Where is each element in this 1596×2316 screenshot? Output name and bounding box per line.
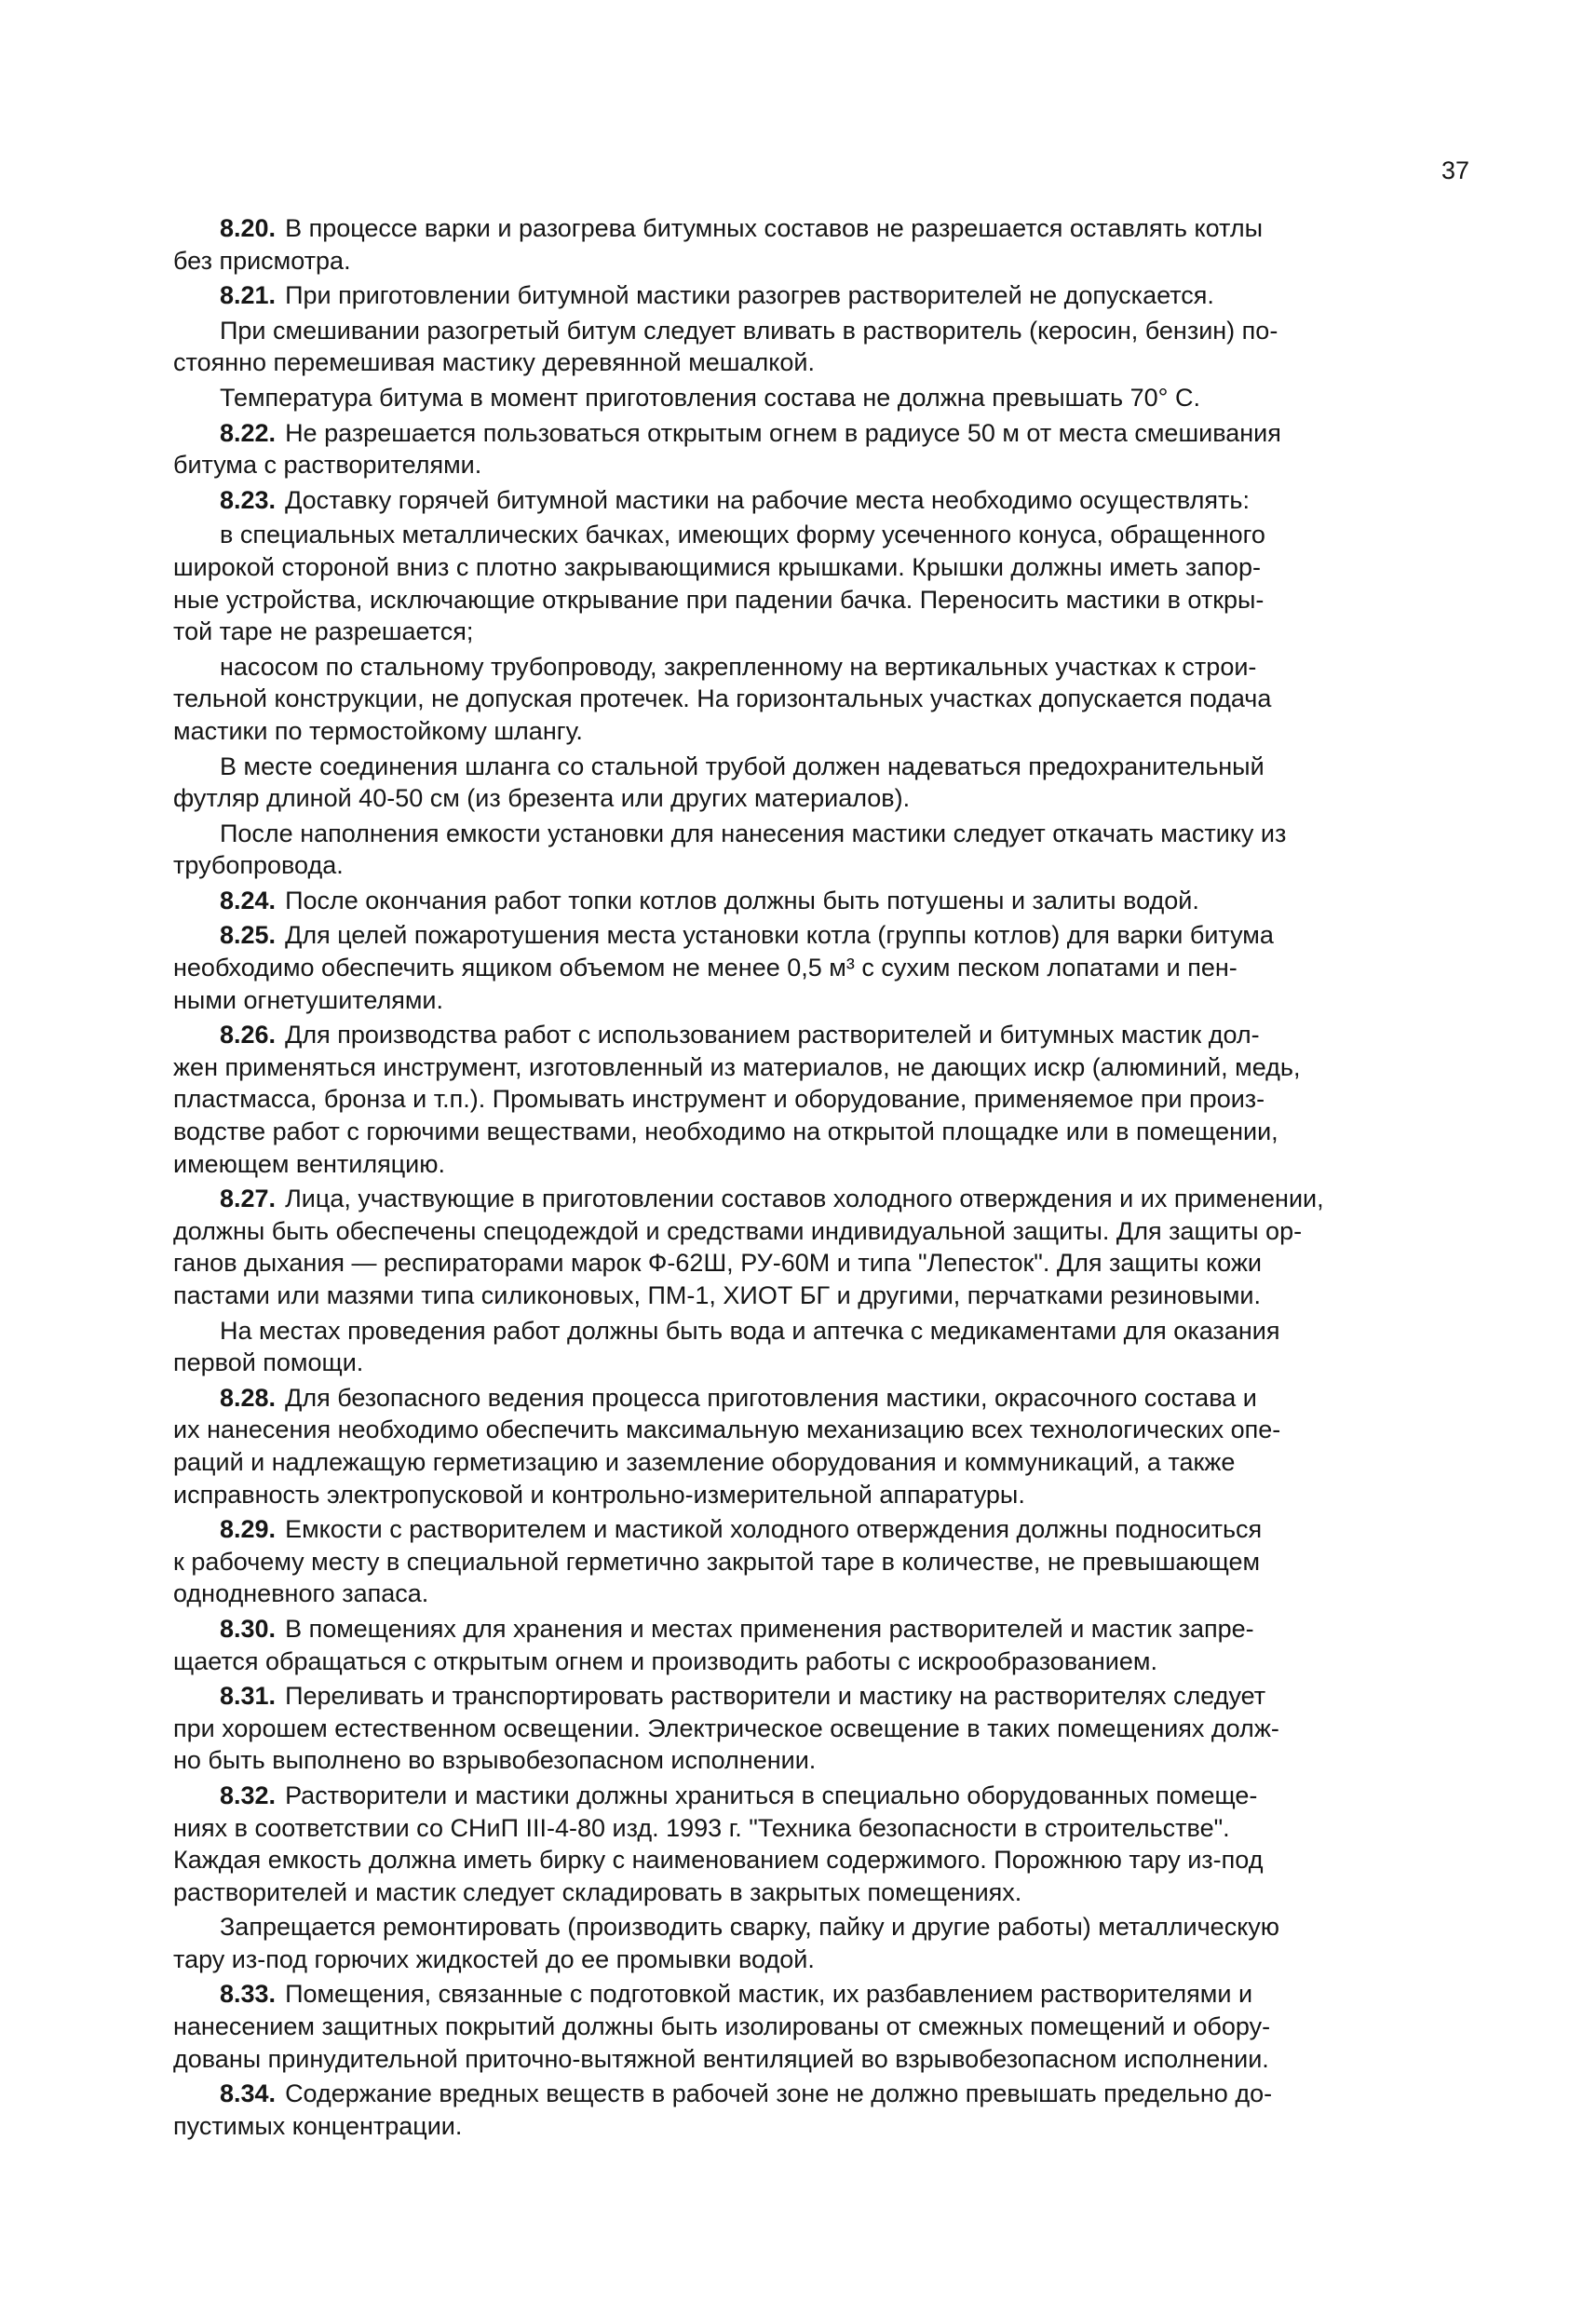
paragraph	[173, 751, 1469, 815]
line-text: В помещениях для хранения и местах применения растворителей и мастик запре-	[285, 1614, 1254, 1643]
text-line	[173, 1382, 1469, 1415]
text-line	[173, 279, 1469, 312]
line-text: при хорошем естественном освещении. Электрическое освещение в таких помещениях долж-	[173, 1713, 1279, 1742]
paragraph	[173, 818, 1469, 882]
line-text: без присмотра.	[173, 246, 351, 275]
text-line	[173, 2043, 1469, 2076]
section-number: 8.34.	[220, 2079, 277, 2108]
numbered-paragraph	[173, 2078, 1469, 2142]
numbered-paragraph	[173, 885, 1469, 917]
section-number: 8.33.	[220, 1980, 277, 2009]
text-line	[173, 1019, 1469, 1051]
text-line	[173, 952, 1469, 984]
line-text: водстве работ с горючими веществами, необходимо на открытой площадке или в помещении,	[173, 1117, 1278, 1146]
line-text: нанесением защитных покрытий должны быть изолированы от смежных помещений и обору-	[173, 2012, 1271, 2041]
text-line	[173, 651, 1469, 684]
text-line	[173, 245, 1469, 278]
line-text: ниях в соответствии со СНиП III-4-80 изд. 1993 г. "Техника безопасности в строительстве".	[173, 1813, 1230, 1842]
text-line	[173, 919, 1469, 952]
numbered-paragraph	[173, 1513, 1469, 1610]
text-line	[173, 616, 1469, 648]
line-text: но быть выполнено во взрывобезопасном исполнении.	[173, 1746, 817, 1775]
text-line	[173, 1247, 1469, 1280]
line-text: Для целей пожаротушения места установки котла (группы котлов) для варки битума	[285, 921, 1274, 950]
text-line	[173, 417, 1469, 450]
text-line	[173, 715, 1469, 748]
section-number: 8.22.	[220, 418, 277, 447]
numbered-paragraph	[173, 1382, 1469, 1510]
section-number: 8.25.	[220, 921, 277, 950]
line-text: мастики по термостойкому шлангу.	[173, 716, 583, 745]
line-text: битума с растворителями.	[173, 451, 482, 480]
line-text: щается обращаться с открытым огнем и производить работы с искрообразованием.	[173, 1646, 1157, 1675]
text-line	[173, 2011, 1469, 2043]
text-line	[173, 1944, 1469, 1976]
numbered-paragraph	[173, 1780, 1469, 1908]
text-line	[173, 1051, 1469, 1084]
text-line	[173, 1148, 1469, 1181]
paragraph	[173, 382, 1469, 414]
numbered-paragraph	[173, 1978, 1469, 2075]
line-text: тару из-под горючих жидкостей до ее промывки водой.	[173, 1944, 815, 1973]
line-text: На местах проведения работ должны быть вода и аптечка с медикаментами для оказания	[220, 1316, 1280, 1345]
line-text: Переливать и транспортировать растворители и мастику на растворителях следует	[285, 1682, 1266, 1711]
line-text: широкой стороной вниз с плотно закрывающимися крышками. Крышки должны иметь запор-	[173, 552, 1261, 581]
line-text: дованы принудительной приточно-вытяжной вентиляцией во взрывобезопасном исполнении.	[173, 2044, 1269, 2073]
text-line	[173, 2078, 1469, 2110]
line-text: пластмасса, бронза и т.п.). Промывать инструмент и оборудование, применяемое при произ-	[173, 1085, 1265, 1114]
line-text: в специальных металлических бачках, имеющих форму усеченного конуса, обращенного	[220, 521, 1265, 549]
text-line	[173, 1680, 1469, 1713]
text-line	[173, 818, 1469, 850]
text-line	[173, 1315, 1469, 1348]
text-line	[173, 1280, 1469, 1312]
line-text: ные устройства, исключающие открывание при падении бачка. Переносить мастики в откры-	[173, 585, 1265, 614]
section-number: 8.29.	[220, 1515, 277, 1544]
numbered-paragraph	[173, 212, 1469, 277]
text-line	[173, 449, 1469, 481]
line-text: Помещения, связанные с подготовкой мастик, их разбавлением растворителями и	[285, 1980, 1253, 2009]
line-text: однодневного запаса.	[173, 1579, 429, 1608]
text-line	[173, 1646, 1469, 1678]
line-text: имеющем вентиляцию.	[173, 1149, 445, 1178]
section-number: 8.20.	[220, 214, 277, 242]
text-line	[173, 1414, 1469, 1446]
line-text: должны быть обеспечены спецодеждой и средствами индивидуальной защиты. Для защиты ор-	[173, 1216, 1303, 1245]
line-text: Для безопасного ведения процесса приготовления мастики, окрасочного состава и	[285, 1383, 1257, 1412]
text-line	[173, 1978, 1469, 2011]
line-text: пастами или мазями типа силиконовых, ПМ-1, ХИОТ БГ и другими, перчатками резиновыми.	[173, 1281, 1262, 1309]
text-line	[173, 584, 1469, 616]
line-text: Для производства работ с использованием растворителей и битумных мастик дол-	[285, 1021, 1260, 1050]
line-text: В процессе варки и разогрева битумных составов не разрешается оставлять котлы	[285, 214, 1263, 242]
line-text: стоянно перемешивая мастику деревянной мешалкой.	[173, 348, 815, 377]
section-number: 8.27.	[220, 1185, 277, 1213]
section-number: 8.26.	[220, 1021, 277, 1050]
line-text: Растворители и мастики должны храниться в специально оборудованных помеще-	[285, 1781, 1258, 1809]
text-line	[173, 1446, 1469, 1479]
text-line	[173, 683, 1469, 715]
text-line	[173, 484, 1469, 517]
text-line	[173, 1546, 1469, 1578]
section-number: 8.28.	[220, 1383, 277, 1412]
paragraph	[173, 651, 1469, 748]
document-body	[173, 212, 1469, 2145]
text-line	[173, 1479, 1469, 1511]
text-line	[173, 1183, 1469, 1215]
text-line	[173, 1347, 1469, 1379]
numbered-paragraph	[173, 484, 1469, 517]
line-text: В месте соединения шланга со стальной трубой должен надеваться предохранительный	[220, 752, 1265, 780]
section-number: 8.24.	[220, 886, 277, 914]
line-text: их нанесения необходимо обеспечить максимальную механизацию всех технологических опе-	[173, 1415, 1281, 1444]
text-line	[173, 1744, 1469, 1777]
text-line	[173, 1876, 1469, 1909]
text-line	[173, 212, 1469, 245]
numbered-paragraph	[173, 1183, 1469, 1311]
numbered-paragraph	[173, 1019, 1469, 1180]
text-line	[173, 1780, 1469, 1812]
line-text: растворителей и мастик следует складировать в закрытых помещениях.	[173, 1877, 1022, 1906]
text-line	[173, 346, 1469, 379]
line-text: жен применяться инструмент, изготовленный из материалов, не дающих искр (алюминий, медь,	[173, 1052, 1301, 1081]
text-line	[173, 1215, 1469, 1248]
line-text: Запрещается ремонтировать (производить сварку, пайку и другие работы) металлическую	[220, 1913, 1280, 1942]
text-line	[173, 1812, 1469, 1845]
numbered-paragraph	[173, 417, 1469, 481]
line-text: Доставку горячей битумной мастики на рабочие места необходимо осуществлять:	[285, 485, 1250, 514]
line-text: При приготовлении битумной мастики разогрев растворителей не допускается.	[285, 281, 1214, 310]
text-line	[173, 849, 1469, 882]
line-text: Не разрешается пользоваться открытым огнем в радиусе 50 м от места смешивания	[285, 418, 1281, 447]
section-number: 8.21.	[220, 281, 277, 310]
line-text: При смешивании разогретый битум следует вливать в растворитель (керосин, бензин) по-	[220, 316, 1278, 345]
text-line	[173, 2110, 1469, 2143]
text-line	[173, 382, 1469, 414]
numbered-paragraph	[173, 279, 1469, 312]
line-text: к рабочему месту в специальной герметично закрытой таре в количестве, не превышающем	[173, 1547, 1261, 1576]
line-text: насосом по стальному трубопроводу, закрепленному на вертикальных участках к строи-	[220, 652, 1257, 681]
text-line	[173, 984, 1469, 1017]
line-text: ганов дыхания — респираторами марок Ф-62Ш, РУ-60М и типа "Лепесток". Для защиты кожи	[173, 1249, 1262, 1278]
line-text: После наполнения емкости установки для нанесения мастики следует откачать мастику из	[220, 819, 1287, 847]
line-text: исправность электропусковой и контрольно-измерительной аппаратуры.	[173, 1480, 1025, 1509]
line-text: пустимых концентрации.	[173, 2111, 463, 2140]
page-number: 37	[1440, 156, 1469, 184]
text-line	[173, 519, 1469, 551]
numbered-paragraph	[173, 1613, 1469, 1677]
line-text: тельной конструкции, не допуская протечек. На горизонтальных участках допускается подача	[173, 684, 1272, 713]
line-text: Температура битума в момент приготовления состава не должна превышать 70° С.	[220, 383, 1200, 412]
text-line	[173, 751, 1469, 783]
line-text: необходимо обеспечить ящиком объемом не менее 0,5 м³ с сухим песком лопатами и пен-	[173, 954, 1238, 982]
line-text: той таре не разрешается;	[173, 617, 474, 646]
line-text: раций и надлежащую герметизацию и заземление оборудования и коммуникаций, а также	[173, 1447, 1236, 1476]
paragraph	[173, 1315, 1469, 1379]
section-number: 8.23.	[220, 485, 277, 514]
section-number: 8.30.	[220, 1614, 277, 1643]
text-line	[173, 1116, 1469, 1148]
numbered-paragraph	[173, 1680, 1469, 1777]
text-line	[173, 1713, 1469, 1745]
text-line	[173, 315, 1469, 347]
line-text: Емкости с растворителем и мастикой холодного отверждения должны подноситься	[285, 1515, 1263, 1544]
text-line	[173, 1578, 1469, 1610]
paragraph	[173, 315, 1469, 379]
text-line	[173, 551, 1469, 584]
text-line	[173, 1083, 1469, 1116]
text-line	[173, 885, 1469, 917]
line-text: ными огнетушителями.	[173, 985, 443, 1014]
line-text: трубопровода.	[173, 851, 344, 880]
line-text: После окончания работ топки котлов должны быть потушены и залиты водой.	[285, 886, 1199, 914]
paragraph	[173, 519, 1469, 647]
section-number: 8.31.	[220, 1682, 277, 1711]
text-line	[173, 1844, 1469, 1876]
line-text: первой помощи.	[173, 1348, 364, 1377]
line-text: футляр длиной 40-50 см (из брезента или других материалов).	[173, 784, 911, 813]
line-text: Лица, участвующие в приготовлении составов холодного отверждения и их применении,	[285, 1185, 1324, 1213]
text-line	[173, 1911, 1469, 1944]
text-line	[173, 1513, 1469, 1546]
numbered-paragraph	[173, 919, 1469, 1016]
line-text: Содержание вредных веществ в рабочей зоне не должно превышать предельно до-	[285, 2079, 1273, 2108]
section-number: 8.32.	[220, 1781, 277, 1809]
line-text: Каждая емкость должна иметь бирку с наименованием содержимого. Порожнюю тару из-под	[173, 1846, 1264, 1875]
text-line	[173, 1613, 1469, 1646]
paragraph	[173, 1911, 1469, 1975]
text-line	[173, 782, 1469, 815]
